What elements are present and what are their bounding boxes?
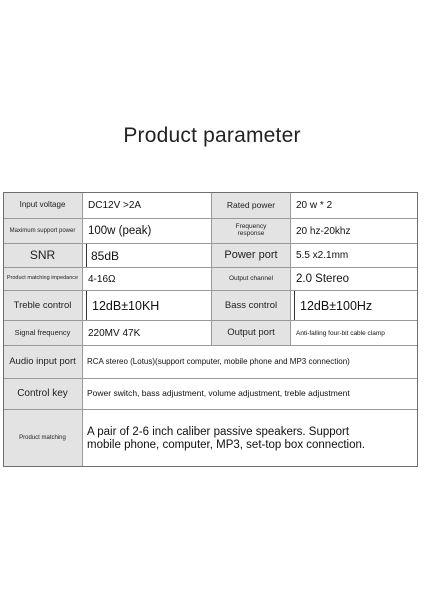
param-value: 12dB±100Hz [294, 291, 421, 320]
param-value: Power switch, bass adjustment, volume adjustment, treble adjustment [87, 388, 350, 399]
table-row [3, 321, 418, 346]
param-label: Product matching [3, 410, 83, 467]
param-value: RCA stereo (Lotus)(support computer, mobile phone and MP3 connection) [87, 356, 350, 366]
param-value: DC12V >2A [88, 199, 142, 211]
param-label: Audio input port [3, 346, 83, 378]
param-label: Treble control [3, 291, 83, 320]
param-value: A pair of 2-6 inch caliber passive speakers. Support mobile phone, computer, MP3, set-top box connection. [87, 425, 366, 451]
param-label: Rated power [211, 192, 291, 218]
param-value: 20 hz-20khz [296, 225, 351, 237]
param-value: 12dB±10KH [86, 291, 214, 320]
param-label: Input voltage [3, 192, 83, 218]
table-row [3, 268, 418, 291]
table-row [3, 291, 418, 321]
table-row [3, 379, 418, 410]
param-label: Power port [211, 244, 291, 267]
param-label: Control key [3, 379, 83, 409]
param-value: 4-16Ω [88, 273, 116, 285]
param-value: 220MV 47K [88, 327, 141, 339]
param-label: Maximum support power [3, 219, 83, 243]
table-row [3, 244, 418, 268]
param-value: 2.0 Stereo [296, 273, 350, 285]
param-value: Anti-falling four-bit cable clamp [296, 329, 385, 337]
page-title: Product parameter [123, 124, 301, 147]
param-label: Product matching impedance [3, 268, 83, 290]
table-row [3, 219, 418, 244]
param-value: 100w (peak) [88, 225, 152, 237]
param-label: Frequency response [211, 219, 291, 243]
param-label: Bass control [211, 291, 291, 320]
param-value: 20 w * 2 [296, 199, 333, 211]
table-row [3, 410, 418, 467]
table-row [3, 346, 418, 379]
param-label: Output port [211, 321, 291, 345]
param-value: 5.5 x2.1mm [296, 250, 349, 261]
param-label: Output channel [211, 268, 291, 290]
param-label: Signal frequency [3, 321, 83, 345]
table-row [3, 192, 418, 219]
param-value: 85dB [86, 244, 214, 267]
param-label: SNR [3, 244, 83, 267]
